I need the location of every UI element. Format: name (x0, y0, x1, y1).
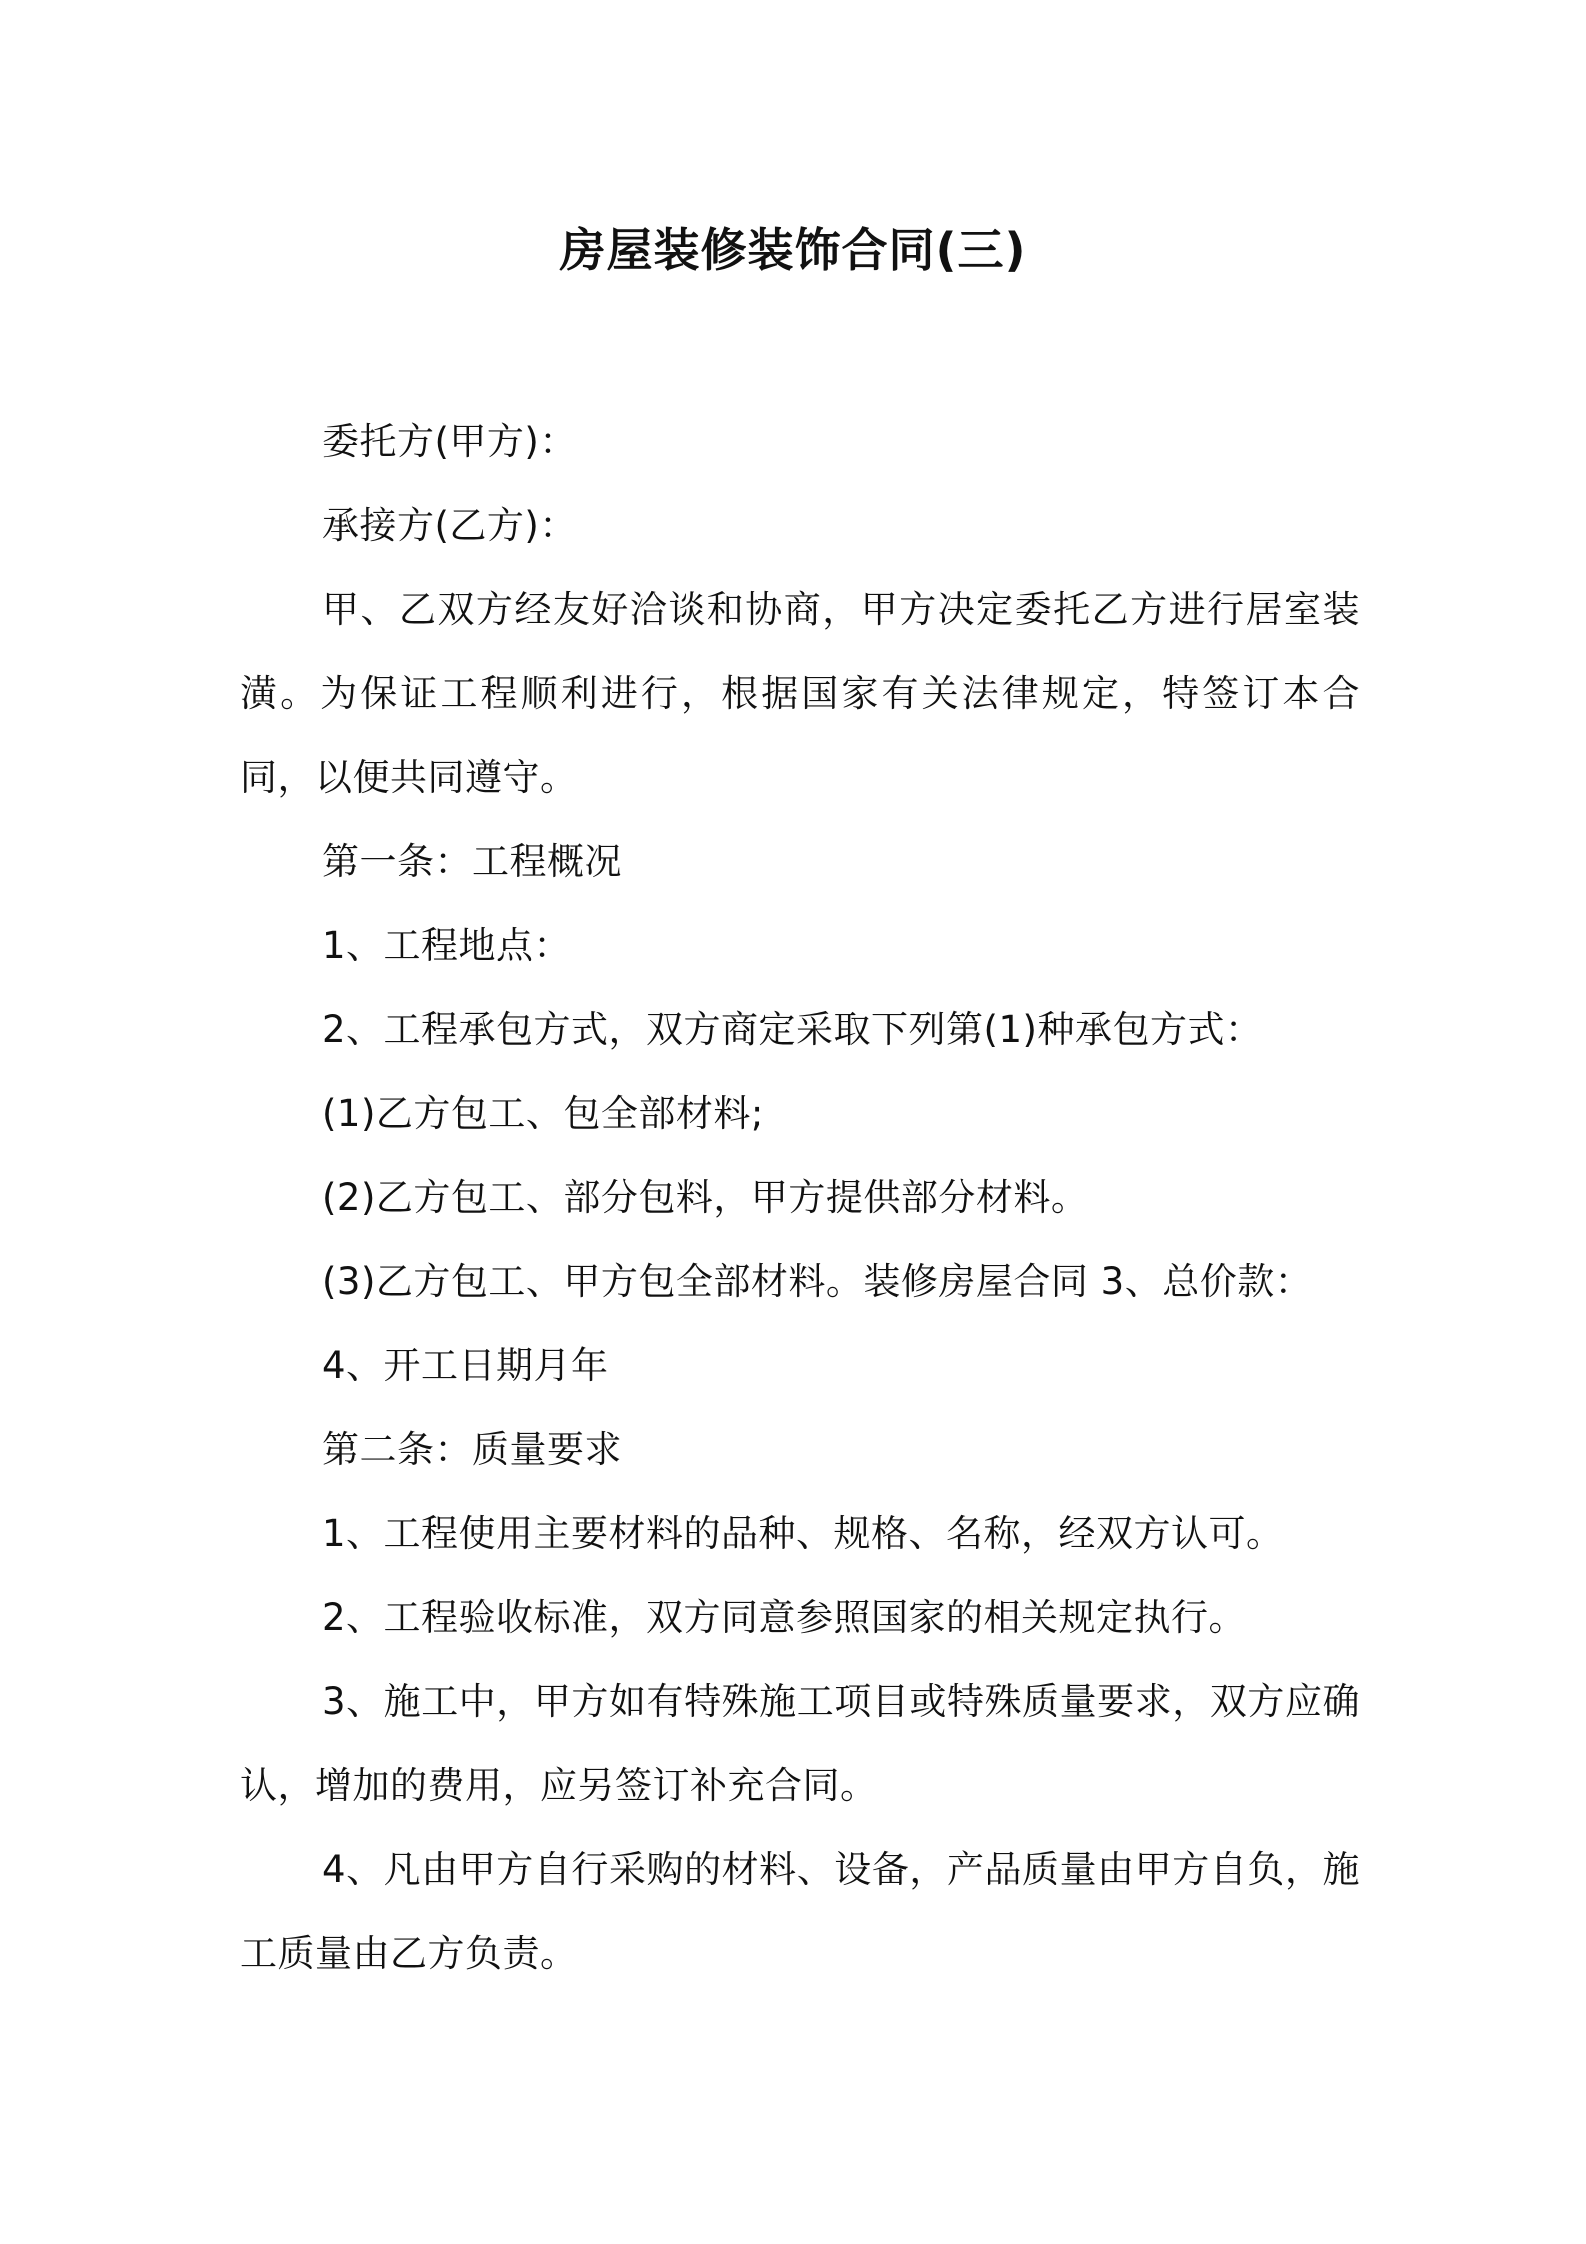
paragraph-intro: 甲、乙双方经友好洽谈和协商，甲方决定委托乙方进行居室装潢。为保证工程顺利进行，根据国家有关法律规定，特签订本合同，以便共同遵守。 (240, 588, 1360, 799)
paragraph-item: 2、工程验收标准，双方同意参照国家的相关规定执行。 (322, 1596, 1247, 1639)
paragraph-item: 4、凡由甲方自行采购的材料、设备，产品质量由甲方自负，施工质量由乙方负责。 (240, 1848, 1360, 1975)
article-heading-2: 第二条：质量要求 (322, 1428, 622, 1471)
paragraph-item: 3、施工中，甲方如有特殊施工项目或特殊质量要求，双方应确认，增加的费用，应另签订补充合同。 (240, 1680, 1360, 1807)
paragraph-item: (1)乙方包工、包全部材料; (322, 1092, 764, 1135)
paragraph-item: (2)乙方包工、部分包料，甲方提供部分材料。 (322, 1176, 1089, 1219)
paragraph-item: 1、工程使用主要材料的品种、规格、名称，经双方认可。 (322, 1512, 1284, 1555)
paragraph-item: 4、开工日期月年 (322, 1344, 609, 1387)
paragraph-item: (3)乙方包工、甲方包全部材料。装修房屋合同 3、总价款： (322, 1260, 1313, 1303)
article-heading-1: 第一条：工程概况 (322, 840, 622, 883)
paragraph-client: 委托方(甲方)： (322, 420, 577, 463)
paragraph-item: 1、工程地点： (322, 924, 572, 967)
paragraph-contractor: 承接方(乙方)： (322, 504, 577, 547)
paragraph-item: 2、工程承包方式，双方商定采取下列第(1)种承包方式： (322, 1008, 1263, 1051)
document-body (240, 400, 1360, 1996)
document-title: 房屋装修装饰合同(三) (559, 223, 1027, 277)
